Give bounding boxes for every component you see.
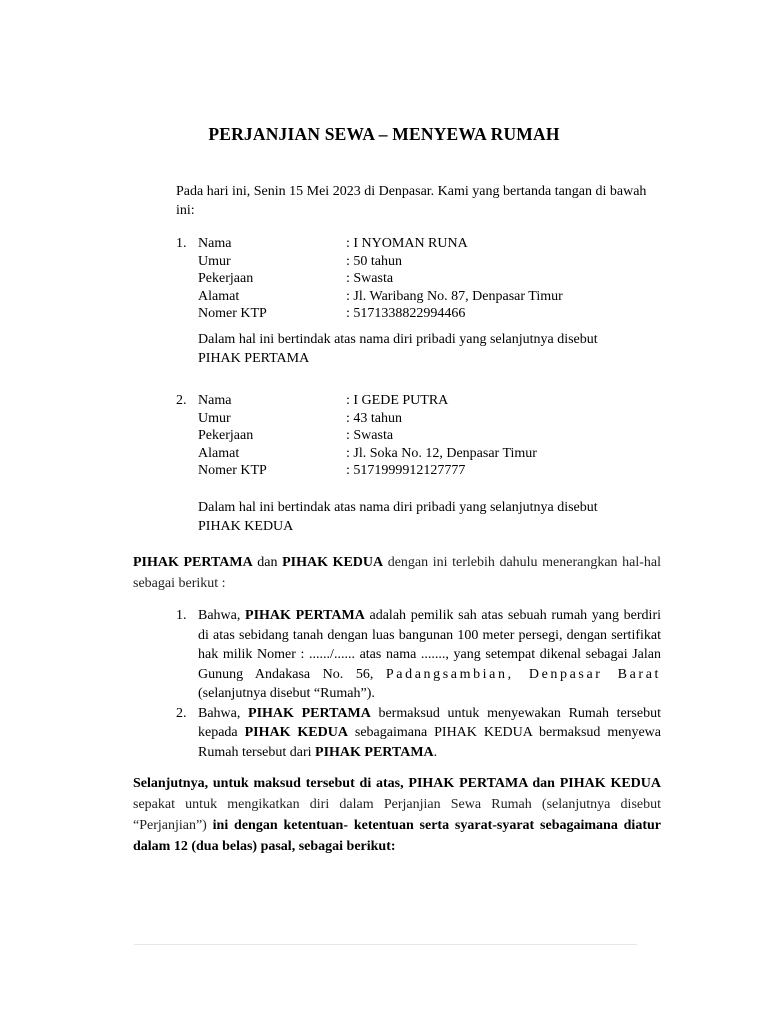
pihak-pertama-label: PIHAK PERTAMA — [133, 555, 253, 570]
pihak-pertama-label: PIHAK PERTAMA — [248, 705, 371, 721]
field-label-umur: Umur — [198, 410, 231, 426]
field-value-umur: : 50 tahun — [346, 253, 402, 269]
pihak-pertama-label: PIHAK PERTAMA — [245, 608, 365, 623]
field-label-ktp: Nomer KTP — [198, 463, 267, 478]
agreement-paragraph — [133, 773, 661, 857]
field-value-alamat: : Jl. Waribang No. 87, Denpasar Timur — [346, 288, 563, 304]
list-item — [176, 606, 661, 704]
party-row — [176, 462, 666, 480]
field-value-umur: : 43 tahun — [346, 410, 402, 426]
party-note: Dalam hal ini bertindak atas nama diri pribadi yang selanjutnya disebut PIHAK KEDUA — [198, 500, 598, 534]
text-span: Selanjutnya, untuk maksud tersebut di atas, PIHAK PERTAMA dan PIHAK KEDUA — [133, 776, 661, 791]
party-row — [176, 235, 666, 253]
field-value-ktp: : 5171338822994466 — [346, 306, 466, 321]
party-row — [176, 427, 666, 445]
party-note: Dalam hal ini bertindak atas nama diri pribadi yang selanjutnya disebut PIHAK PERTAMA — [198, 332, 598, 366]
pihak-kedua-label: PIHAK KEDUA — [244, 725, 348, 740]
text-span: (selanjutnya disebut “Rumah”). — [198, 686, 375, 701]
field-label-alamat: Alamat — [198, 288, 240, 304]
party-row — [176, 445, 666, 463]
text-span: sepakat untuk mengikatkan diri dalam Perjanjian Sewa Rumah (selanjutnya disebut “Perjanjian”) — [133, 797, 661, 833]
party-second — [176, 392, 666, 534]
text-span: bermaksud untuk menyewakan Rumah tersebut kepada — [198, 705, 661, 740]
field-label-pekerjaan: Pekerjaan — [198, 428, 254, 443]
field-value-ktp: : 5171999912127777 — [346, 463, 466, 478]
party-row — [176, 410, 666, 428]
field-value-nama: : I GEDE PUTRA — [346, 393, 449, 408]
text-span: Bahwa, — [198, 608, 246, 623]
list-number: 2. — [176, 393, 187, 408]
party-row — [176, 288, 666, 306]
recital-list — [176, 606, 661, 762]
field-value-nama: : I NYOMAN RUNA — [346, 236, 468, 251]
list-item — [176, 704, 661, 763]
field-label-nama: Nama — [198, 393, 232, 408]
field-value-pekerjaan: : Swasta — [346, 271, 394, 286]
pihak-pertama-label: PIHAK PERTAMA — [315, 744, 434, 760]
document-title: PERJANJIAN SEWA – MENYEWA RUMAH — [208, 124, 560, 144]
field-label-umur: Umur — [198, 253, 231, 269]
field-label-ktp: Nomer KTP — [198, 306, 267, 321]
party-row — [176, 270, 666, 288]
party-first — [176, 235, 666, 366]
field-label-nama: Nama — [198, 236, 232, 251]
party-row — [176, 253, 666, 271]
list-number: 1. — [176, 608, 187, 623]
text-span: ini dengan ketentuan- ketentuan serta syarat-syarat sebagaimana diatur dalam 12 (dua belas) pasal, sebagai berikut: — [133, 818, 661, 854]
text-span: Bahwa, — [198, 705, 249, 721]
text-span: . — [433, 744, 438, 760]
text-span: adalah pemilik sah atas sebuah rumah yang berdiri di atas sebidang tanah dengan luas bangunan 100 meter persegi, dengan sertifikat hak milik Nomer : ....../...... atas nama ......., yang setempat dikenal sebagai Jalan Gunung Andakasa No. 56, — [198, 608, 661, 682]
text-span: sebagaimana PIHAK KEDUA bermaksud menyewa Rumah tersebut dari — [198, 725, 661, 760]
page-divider — [134, 944, 637, 945]
party-row — [176, 305, 666, 323]
preamble-paragraph — [133, 552, 661, 594]
location-text: Padangsambian, Denpasar Barat — [385, 666, 662, 682]
text-span: dan — [252, 555, 283, 570]
field-label-alamat: Alamat — [198, 445, 240, 461]
intro-paragraph: Pada hari ini, Senin 15 Mei 2023 di Denpasar. Kami yang bertanda tangan di bawah ini: — [176, 184, 647, 218]
party-row — [176, 392, 666, 410]
text-span: dengan ini terlebih dahulu menerangkan hal-hal sebagai berikut : — [133, 555, 661, 591]
list-number: 1. — [176, 236, 187, 251]
field-value-pekerjaan: : Swasta — [346, 428, 394, 443]
field-label-pekerjaan: Pekerjaan — [198, 271, 254, 286]
field-value-alamat: : Jl. Soka No. 12, Denpasar Timur — [346, 445, 537, 461]
list-number: 2. — [176, 705, 187, 721]
pihak-kedua-label: PIHAK KEDUA — [282, 555, 384, 570]
